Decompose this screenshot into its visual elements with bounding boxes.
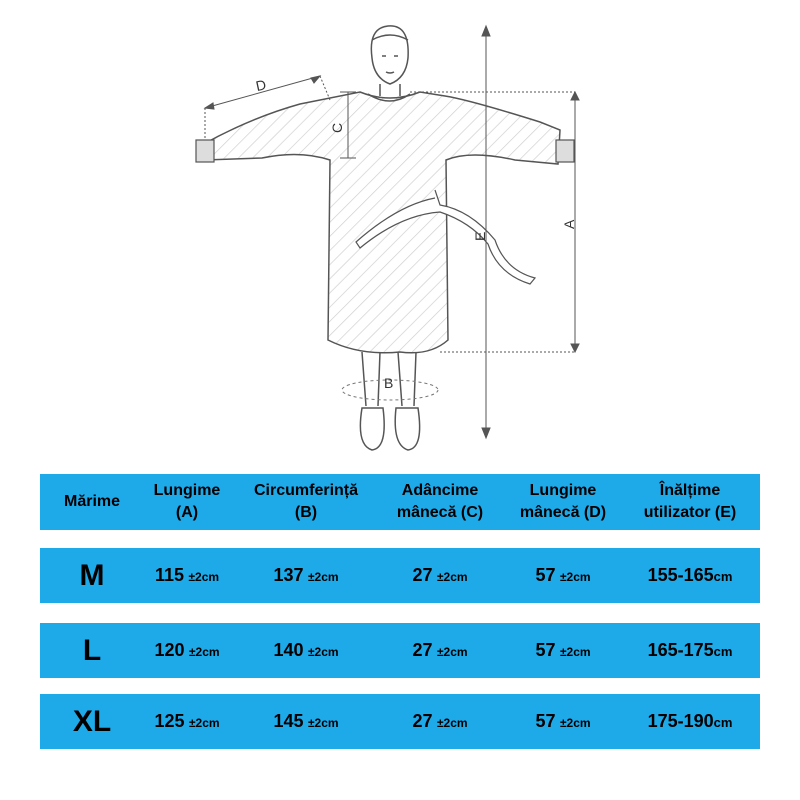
header-user-height: Înălțime utilizator (E) [643, 482, 737, 521]
header-circumference: Circumferință (B) [253, 482, 359, 521]
table-row [40, 694, 760, 749]
right-cuff [556, 140, 574, 162]
size-table-header [40, 474, 760, 530]
sleeve-length-value: 57 ±2cm [535, 639, 591, 660]
header-sleeve-depth: Adâncime mânecă (C) [396, 482, 484, 521]
table-row [40, 623, 760, 678]
label-b: B [384, 375, 394, 391]
size-label: XL [72, 704, 112, 738]
label-e: E [472, 231, 488, 241]
sleeve-length-value: 57 ±2cm [535, 564, 591, 585]
user-height-value: 155-165cm [647, 564, 733, 585]
label-a: A [561, 219, 577, 229]
figure-head [371, 26, 408, 96]
header-size: Mărime [63, 493, 121, 510]
sleeve-length-value: 57 ±2cm [535, 710, 591, 731]
sleeve-depth-value: 27 ±2cm [412, 639, 468, 660]
length-value: 115 ±2cm [154, 564, 220, 585]
label-c: C [329, 122, 345, 133]
label-d: D [254, 76, 268, 95]
left-cuff [196, 140, 214, 162]
length-value: 120 ±2cm [154, 639, 220, 660]
user-height-value: 165-175cm [647, 639, 733, 660]
circumference-value: 140 ±2cm [273, 639, 339, 660]
size-label: M [79, 558, 105, 592]
sleeve-depth-value: 27 ±2cm [412, 564, 468, 585]
header-sleeve-length: Lungime mânecă (D) [519, 482, 607, 521]
circumference-value: 145 ±2cm [273, 710, 339, 731]
circumference-value: 137 ±2cm [273, 564, 339, 585]
size-label: L [82, 633, 102, 667]
user-height-value: 175-190cm [647, 710, 733, 731]
table-row [40, 548, 760, 603]
header-length: Lungime (A) [153, 482, 221, 521]
sleeve-depth-value: 27 ±2cm [412, 710, 468, 731]
figure-legs [360, 352, 419, 450]
length-value: 125 ±2cm [154, 710, 220, 731]
